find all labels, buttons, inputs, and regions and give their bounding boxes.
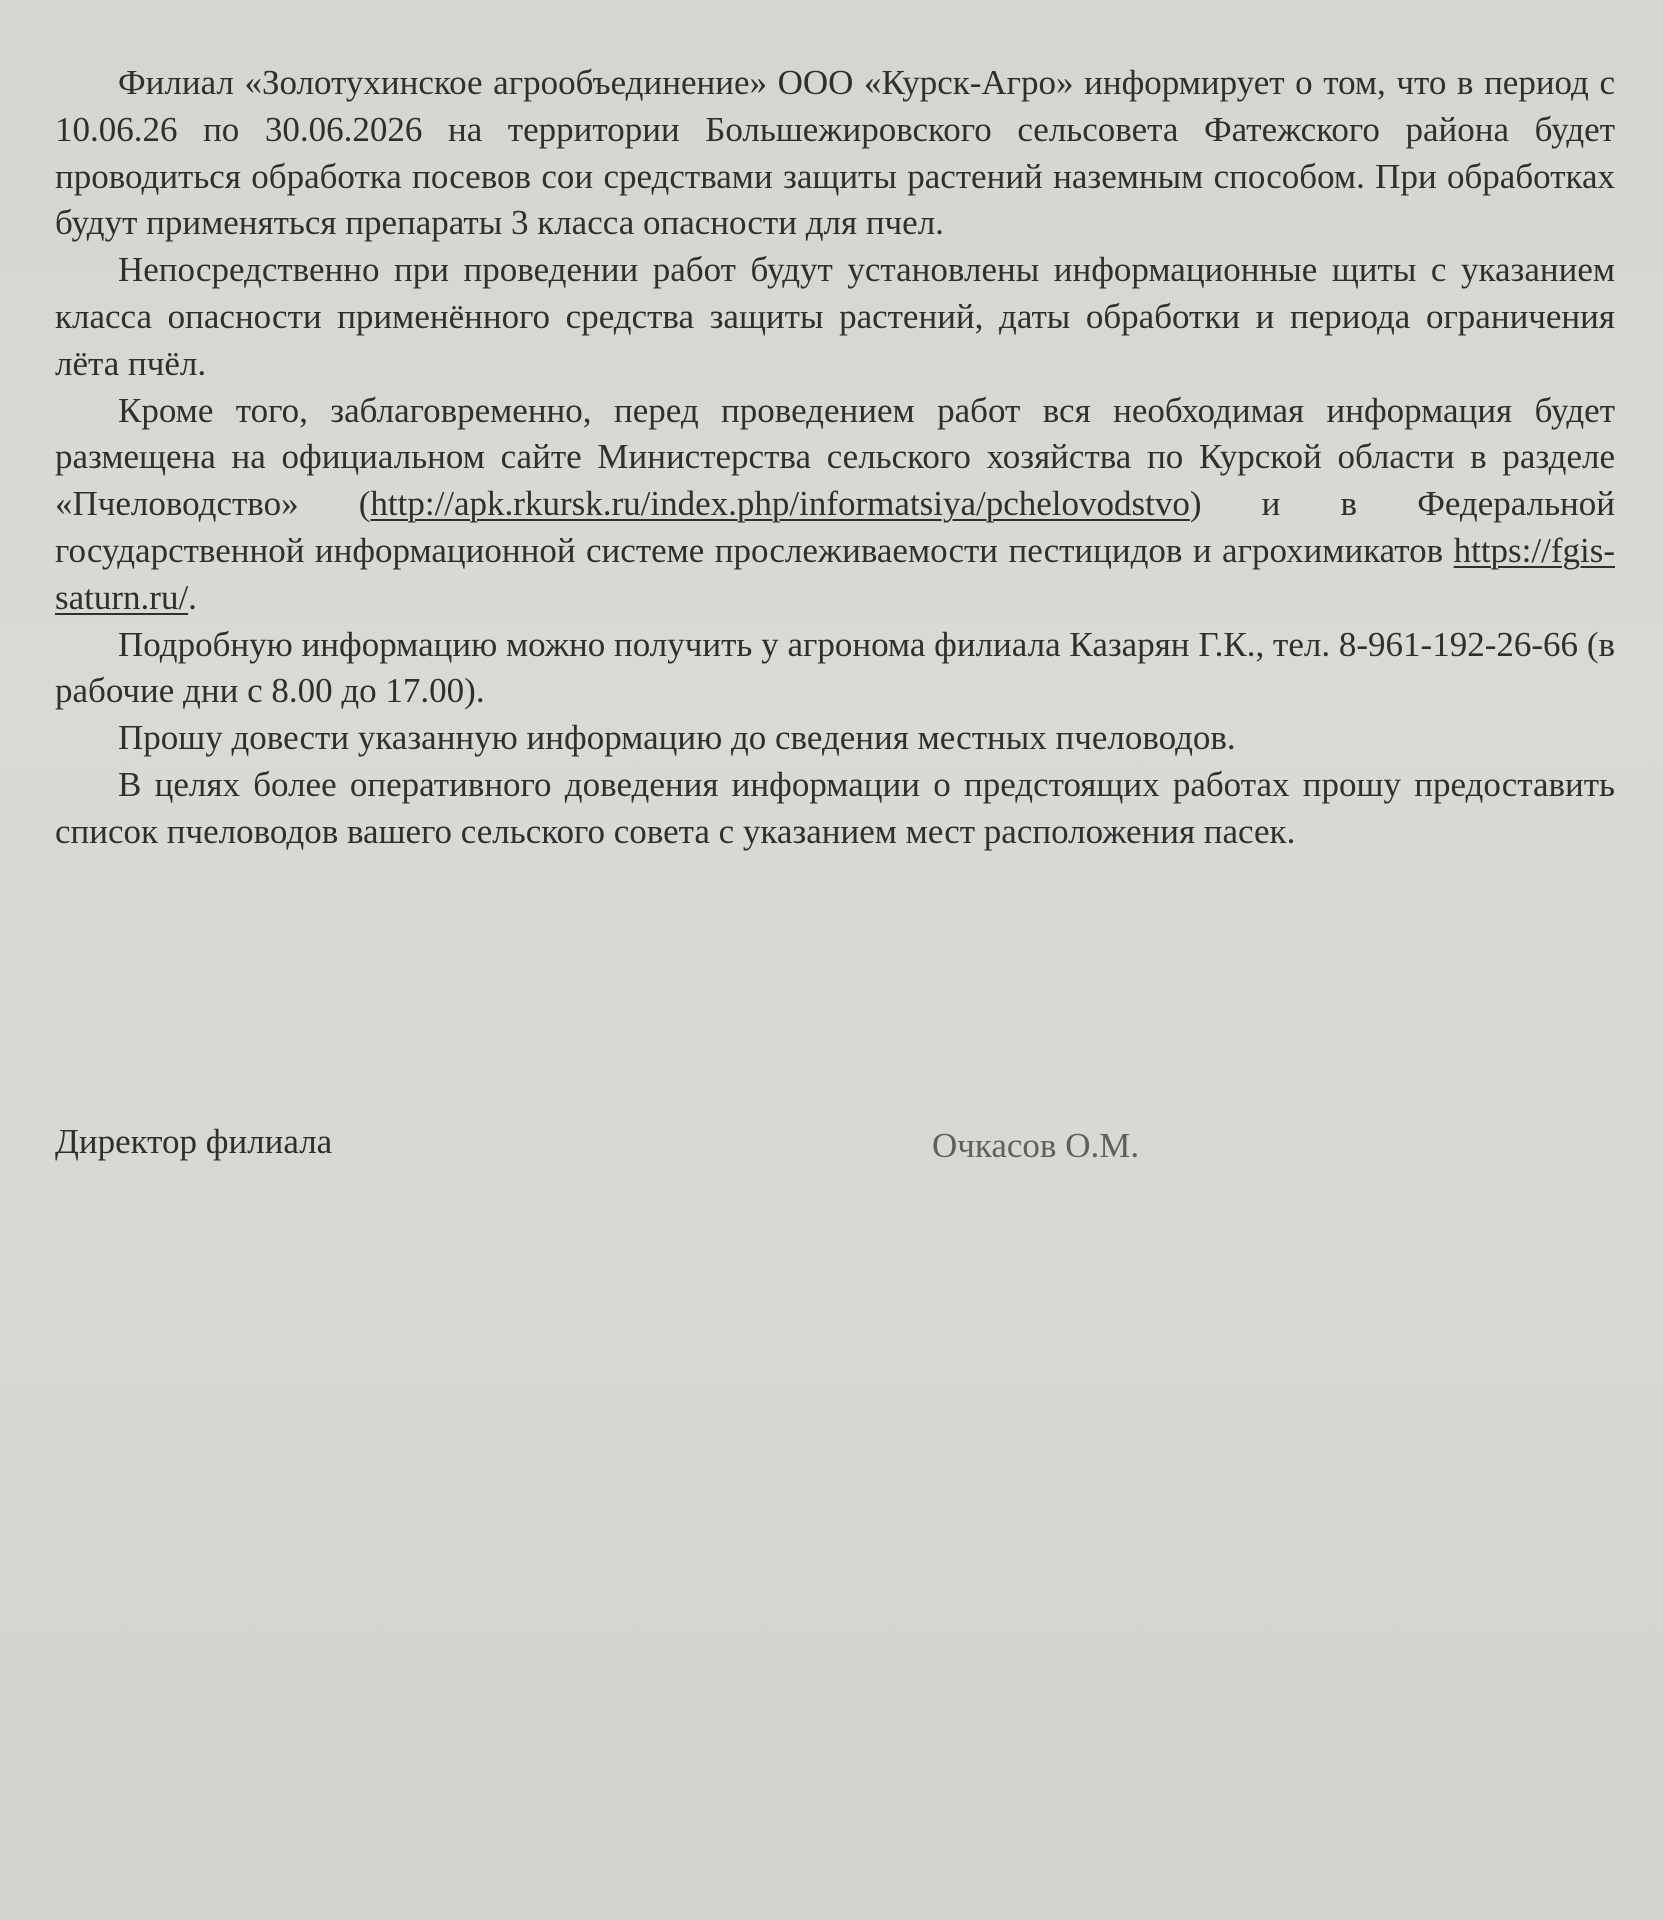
signature-block xyxy=(55,1122,1615,1172)
paragraph-request-list xyxy=(55,762,1615,856)
paragraph-text: Кроме того, заблаговременно, перед проведением работ вся необходимая информация будет размещена на официальном сайте Министерства сельского хозяйства по Курской области в разделе «Пчеловодство» ( xyxy=(55,390,1615,524)
signatory-title: Директор филиала xyxy=(55,1122,333,1161)
signatory-name: Очкасов О.М. xyxy=(932,1126,1140,1165)
paragraph-text: . xyxy=(188,577,197,617)
fgis-saturn-link[interactable]: https://fgis-saturn.ru/ xyxy=(55,530,1615,617)
paragraph-info-boards xyxy=(55,247,1615,387)
paragraph-text: ) и в Федеральной государственной информационной системе прослеживаемости пестицидов и агрохимикатов xyxy=(55,484,1615,570)
paragraph-text: Филиал «Золотухинское агрообъединение» ООО «Курск-Агро» информирует о том, что в период с 10.06.26 по 30.06.2026 на территории Большежировского сельсовета Фатежского района будет проводиться обработка посевов сои средствами защиты растений наземным способом. При обработках будут применяться препараты 3 класса опасности для пчел. xyxy=(55,63,1615,243)
paragraph-text: В целях более оперативного доведения информации о предстоящих работах прошу предоставить список пчеловодов вашего сельского совета с указанием мест расположения пасек. xyxy=(55,764,1615,851)
paragraph-contact xyxy=(55,622,1615,716)
document-body xyxy=(55,60,1615,856)
paragraph-text: Подробную информацию можно получить у агронома филиала Казарян Г.К., тел. 8-961-192-26-66 (в рабочие дни с 8.00 до 17.00). xyxy=(55,624,1615,711)
paragraph-website-info xyxy=(55,388,1615,622)
paragraph-text: Прошу довести указанную информацию до сведения местных пчеловодов. xyxy=(118,718,1236,758)
ministry-beekeeping-link[interactable]: http://apk.rkursk.ru/index.php/informatsiya/pchelovodstvo xyxy=(370,484,1190,524)
paragraph-text: Непосредственно при проведении работ будут установлены информационные щиты с указанием класса опасности применённого средства защиты растений, даты обработки и периода ограничения лёта пчёл. xyxy=(55,250,1615,383)
paragraph-request-inform xyxy=(55,715,1615,762)
paragraph-processing-notice xyxy=(55,60,1615,247)
